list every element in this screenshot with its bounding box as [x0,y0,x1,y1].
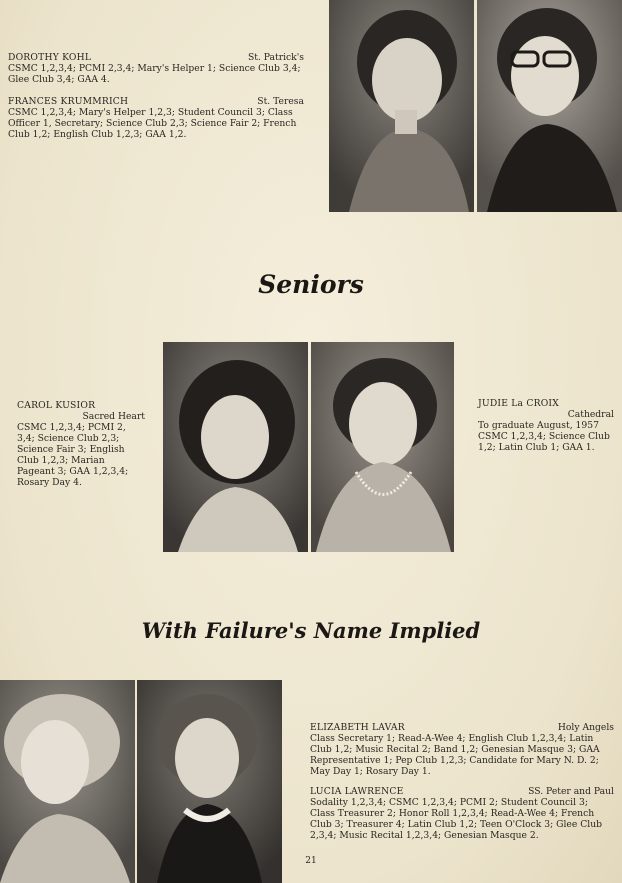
student-entry-lucia-lawrence [310,786,614,841]
student-activities: CSMC 1,2,3,4; Mary's Helper 1,2,3; Student Council 3; Class Officer 1, Secretary; Science Club 2,3; Science Fair 2; French Club 1,2; English Club 1,2,3; GAA 1,2. [8,107,297,140]
student-entry-carol-kusior [17,400,145,488]
student-name: LUCIA LAWRENCE [310,786,404,797]
student-parish: St. Teresa [257,96,304,107]
section-heading-seniors: Seniors [258,270,364,299]
student-activities: CSMC 1,2,3,4; PCMI 2, 3,4; Science Club 2,3; Science Fair 3; English Club 1,2,3; Marian Pageant 3; GAA 1,2,3,4; Rosary Day 4. [17,422,129,488]
portrait-photo-carol-kusior [163,342,308,552]
student-name: ELIZABETH LAVAR [310,722,405,733]
student-name: FRANCES KRUMMRICH [8,96,129,107]
portrait-photo-dorothy-kohl [329,0,474,212]
student-activities: Sodality 1,2,3,4; CSMC 1,2,3,4; PCMI 2; Student Council 3; Class Treasurer 2; Honor Roll 1,2,3,4; Read-A-Wee 4; French Club 3; Treasurer 4; Latin Club 1,2; Teen O'Clock 3; Glee Club 2,3,4; Music Recital 1,2,3,4; Genesian Masque 2. [310,797,602,841]
student-activities: Class Secretary 1; Read-A-Wee 4; English Club 1,2,3,4; Latin Club 1,2; Music Recital 2; Band 1,2; Genesian Masque 3; GAA Representative 1; Pep Club 1,2,3; Candidate for Mary N. D. 2; May Day 1; Rosary Day 1. [310,733,600,777]
section-heading-motto: With Failure's Name Implied [141,618,481,643]
portrait-photo-lucia-lawrence [137,680,282,883]
student-parish: Sacred Heart [82,411,145,422]
page-number: 21 [305,856,317,866]
portrait-photo-elizabeth-lavar [0,680,135,883]
student-activities: To graduate August, 1957 CSMC 1,2,3,4; Science Club 1,2; Latin Club 1; GAA 1. [478,420,610,453]
portrait-photo-frances-krummrich [477,0,622,212]
student-entry-judie-la-croix [478,398,614,453]
student-parish: Holy Angels [557,722,614,733]
portrait-image [477,0,622,212]
student-entry-dorothy-kohl [8,52,304,85]
student-entry-frances-krummrich [8,96,304,140]
student-parish: SS. Peter and Paul [528,786,614,797]
portrait-image [311,342,454,552]
portrait-photo-judie-la-croix [311,342,454,552]
portrait-image [137,680,282,883]
student-name: JUDIE La CROIX [478,398,559,409]
student-parish: St. Patrick's [247,52,304,63]
portrait-image [163,342,308,552]
portrait-image [329,0,474,212]
student-activities: CSMC 1,2,3,4; PCMI 2,3,4; Mary's Helper 1; Science Club 3,4; Glee Club 3,4; GAA 4. [8,63,301,85]
student-parish: Cathedral [567,409,614,420]
student-name: DOROTHY KOHL [8,52,92,63]
student-entry-elizabeth-lavar [310,722,614,777]
portrait-image [0,680,135,883]
student-name: CAROL KUSIOR [17,400,96,411]
